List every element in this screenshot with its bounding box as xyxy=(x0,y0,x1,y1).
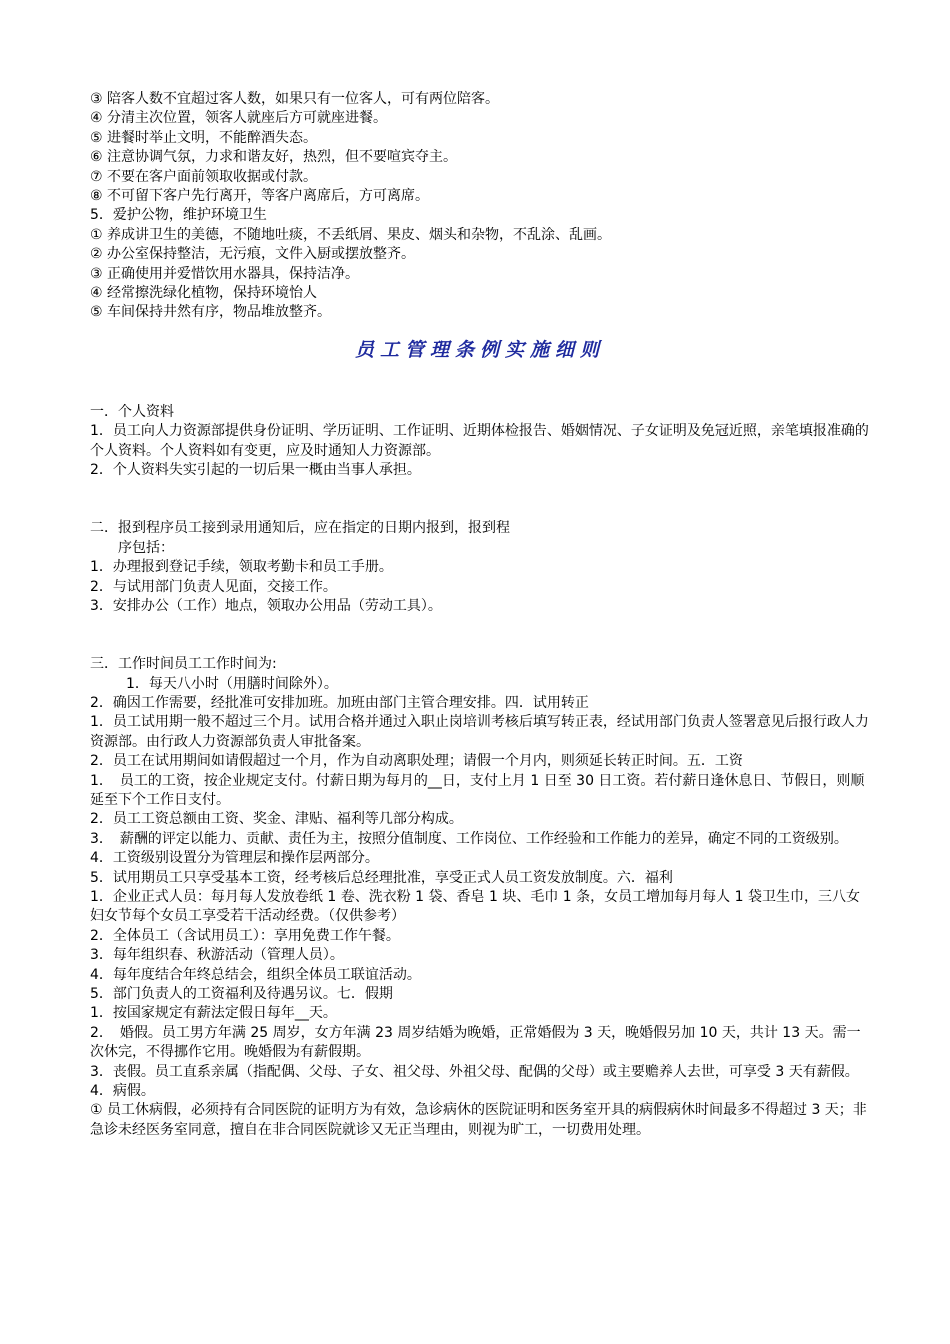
paragraph: ① 养成讲卫生的美德，不随地吐痰，不丢纸屑、果皮、烟头和杂物，不乱涂、乱画。 xyxy=(90,226,611,243)
paragraph: 5．试用期员工只享受基本工资，经考核后总经理批准，享受正式人员工资发放制度。六．福利 xyxy=(90,869,673,886)
paragraph: ④ 经常擦洗绿化植物，保持环境怡人 xyxy=(90,285,318,302)
section-heading: 三．工作时间员工工作时间为: xyxy=(90,656,277,673)
section-personal-info xyxy=(90,403,870,481)
paragraph: 3．安排办公（工作）地点，领取办公用品（劳动工具）。 xyxy=(90,597,442,614)
document-title: 员工管理条例实施细则 xyxy=(354,338,605,361)
paragraph: 1．每天八小时（用膳时间除外）。 xyxy=(126,675,338,692)
paragraph: 3．每年组织春、秋游活动（管理人员）。 xyxy=(90,947,344,964)
paragraph: 1．按国家规定有薪法定假日每年__天。 xyxy=(90,1005,337,1022)
paragraph: 3．丧假。员工直系亲属（指配偶、父母、子女、祖父母、外祖父母、配偶的父母）或主要赡养人去世，可享受 3 天有薪假。 xyxy=(90,1063,859,1080)
paragraph: ⑥ 注意协调气氛，力求和谐友好，热烈，但不要喧宾夺主。 xyxy=(90,149,457,166)
paragraph: ⑧ 不可留下客户先行离开，等客户离席后，方可离席。 xyxy=(90,188,429,205)
paragraph: ⑤ 车间保持井然有序，物品堆放整齐。 xyxy=(90,304,331,321)
paragraph: 5．部门负责人的工资福利及待遇另议。七．假期 xyxy=(90,986,393,1002)
paragraph: 1．企业正式人员：每月每人发放卷纸 1 卷、洗衣粉 1 袋、香皂 1 块、毛巾 1 条，女员工增加每月每人 1 袋卫生巾，三八女妇女节每个女员工享受若干活动经费。（仅供参考） xyxy=(90,888,860,925)
spacer xyxy=(90,636,870,655)
paragraph: 2．员工工资总额由工资、奖金、津贴、福利等几部分构成。 xyxy=(90,811,463,828)
paragraph: 4．工资级别设置分为管理层和操作层两部分。 xyxy=(90,850,379,867)
paragraph: 1．员工试用期一般不超过三个月。试用合格并通过入职止岗培训考核后填写转正表，经试用部门负责人签署意见后报行政人力资源部。由行政人力资源部负责人审批备案。 xyxy=(90,714,869,750)
paragraph: ② 办公室保持整洁，无污痕，文件入厨或摆放整齐。 xyxy=(90,246,415,263)
paragraph: ⑦ 不要在客户面前领取收据或付款。 xyxy=(90,168,318,185)
paragraph: ④ 分清主次位置，领客人就座后方可就座进餐。 xyxy=(90,110,387,127)
paragraph: ⑤ 进餐时举止文明，不能醉酒失态。 xyxy=(90,129,318,146)
paragraph: 一．个人资料 xyxy=(90,403,174,420)
section-heading: 二．报到程序员工接到录用通知后，应在指定的日期内报到，报到程 xyxy=(90,520,510,537)
paragraph: 1．员工向人力资源部提供身份证明、学历证明、工作证明、近期体检报告、婚姻情况、子女证明及免冠近照，亲笔填报准确的个人资料。个人资料如有变更，应及时通知人力资源部。 xyxy=(90,423,869,459)
spacer xyxy=(90,616,870,635)
paragraph: ① 员工休病假，必须持有合同医院的证明方为有效，急诊病休的医院证明和医务室开具的病假病休时间最多不得超过 3 天；非急诊未经医务室同意，擅自在非合同医院就诊又无正当理由，则视为旷工，一切费用处理。 xyxy=(90,1102,867,1138)
paragraph: 2．确因工作需要，经批准可安排加班。加班由部门主管合理安排。四．试用转正 xyxy=(90,694,589,711)
section-reporting xyxy=(90,519,870,616)
paragraph: 1． 员工的工资，按企业规定支付。付薪日期为每月的__日，支付上月 1 日至 30 日工资。若付薪日逢休息日、节假日，则顺延至下个工作日支付。 xyxy=(90,772,865,808)
paragraph: 1．办理报到登记手续，领取考勤卡和员工手册。 xyxy=(90,559,393,576)
paragraph: 2．员工在试用期间如请假超过一个月，作为自动离职处理；请假一个月内，则须延长转正时间。五．工资 xyxy=(90,753,743,770)
paragraph: ③ 正确使用并爱惜饮用水器具，保持洁净。 xyxy=(90,265,359,282)
paragraph: 4．病假。 xyxy=(90,1083,155,1100)
paragraph: 2．全体员工（含试用员工）：享用免费工作午餐。 xyxy=(90,927,400,944)
section-working-hours xyxy=(90,655,870,1140)
paragraph: 2．个人资料失实引起的一切后果一概由当事人承担。 xyxy=(90,462,421,479)
paragraph: 3． 薪酬的评定以能力、贡献、责任为主，按照分值制度、工作岗位、工作经验和工作能力的差异，确定不同的工资级别。 xyxy=(90,830,848,847)
spacer xyxy=(90,500,870,519)
spacer xyxy=(90,481,870,500)
section-hospitality-rules xyxy=(90,90,870,323)
document-page xyxy=(90,90,870,1140)
paragraph: 5．爱护公物，维护环境卫生 xyxy=(90,207,267,224)
paragraph: 2． 婚假。员工男方年满 25 周岁，女方年满 23 周岁结婚为晚婚，正常婚假为 3 天，晚婚假另加 10 天，共计 13 天。需一次休完，不得挪作它用。晚婚假为有薪假期。 xyxy=(90,1024,861,1061)
paragraph: 2．与试用部门负责人见面，交接工作。 xyxy=(90,578,337,595)
paragraph: 序包括： xyxy=(118,539,174,556)
paragraph: ③ 陪客人数不宜超过客人数，如果只有一位客人，可有两位陪客。 xyxy=(90,91,499,107)
paragraph: 4．每年度结合年终总结会，组织全体员工联谊活动。 xyxy=(90,966,421,983)
